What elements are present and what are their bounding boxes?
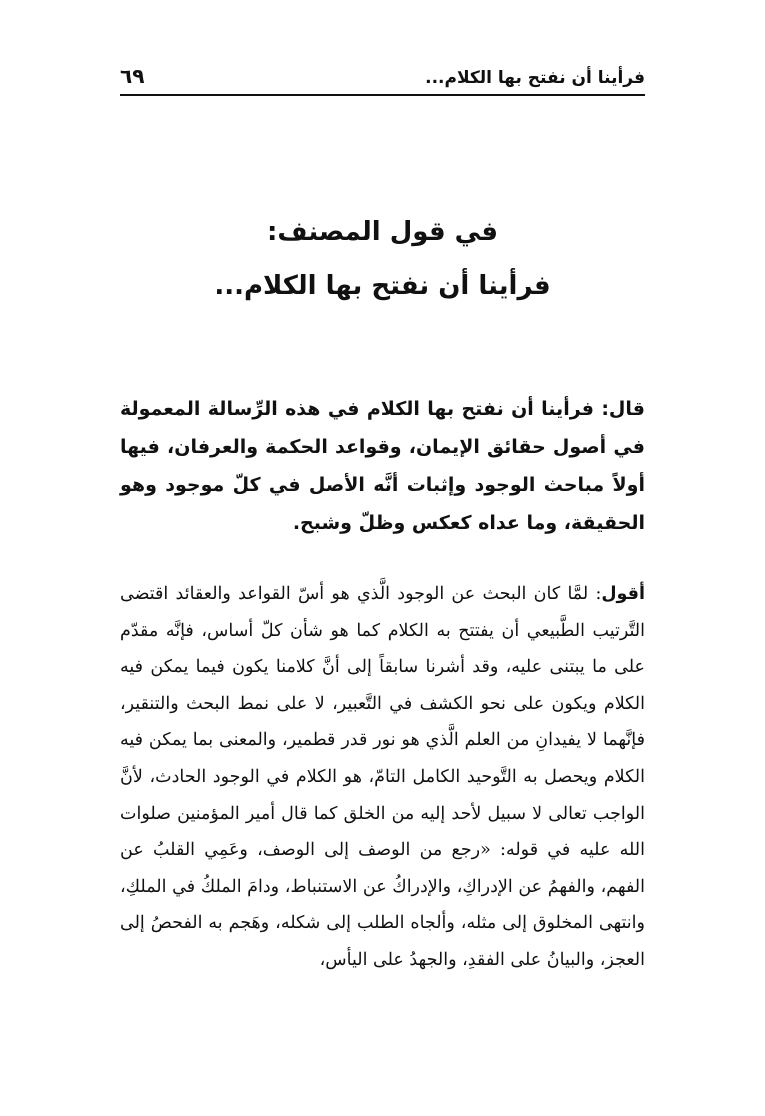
chapter-heading-line-2: فرأينا أن نفتح بها الكلام... xyxy=(214,271,551,301)
chapter-heading xyxy=(120,205,645,313)
commentary-paragraph xyxy=(120,576,645,979)
commentary-body: : لمَّا كان البحث عن الوجود الَّذي هو أسّ القواعد والعقائد اقتضى التَّرتيب الطَّبيعي أن يفتتح به الكلام كما هو شأن كلّ أساس، فإنَّه مقدّم على ما يبتنى عليه، وقد أشرنا سابقاً إلى أنَّ كلامنا يكون فيما يمكن فيه الكلام ويكون على نحو الكشف في التَّعبير، لا على نمط البحث والتنقير، فإنَّهما لا يفيدانِ من العلم الَّذي هو نور قدر قطمير، والمعنى بما يمكن فيه الكلام ويحصل به التَّوحيد الكامل التامّ، هو الكلام في الوجود الحادث، لأنَّ الواجب تعالى لا سبيل لأحد إليه من الخلق كما قال أمير المؤمنين صلوات الله عليه في قوله: «رجع من الوصف إلى الوصف، وعَمِي القلبُ عن الفهم، والفهمُ عن الإدراكِ، والإدراكُ عن الاستنباط، ودامَ الملكُ في الملكِ، وانتهى المخلوق إلى مثله، وألجاه الطلب إلى شكله، وهَجم به الفحصُ إلى العجز، والبيانُ على الفقدِ، والجهدُ على اليأس، xyxy=(120,584,645,970)
author-quote-paragraph: قال: فرأينا أن نفتح بها الكلام في هذه الرِّسالة المعمولة في أصول حقائق الإيمان، وقواعد الحكمة والعرفان، فيها أولاً مباحث الوجود وإثبات أنَّه الأصل في كلّ موجود وهو الحقيقة، وما عداه كعكس وظلّ وشبح. xyxy=(120,398,645,534)
chapter-heading-line-1: في قول المصنف: xyxy=(266,217,499,247)
running-title: فرأينا أن نفتح بها الكلام... xyxy=(425,68,645,88)
page-number: ٦٩ xyxy=(120,64,145,88)
page-header xyxy=(120,62,645,96)
commentary-lead-word: أقول xyxy=(601,584,645,604)
